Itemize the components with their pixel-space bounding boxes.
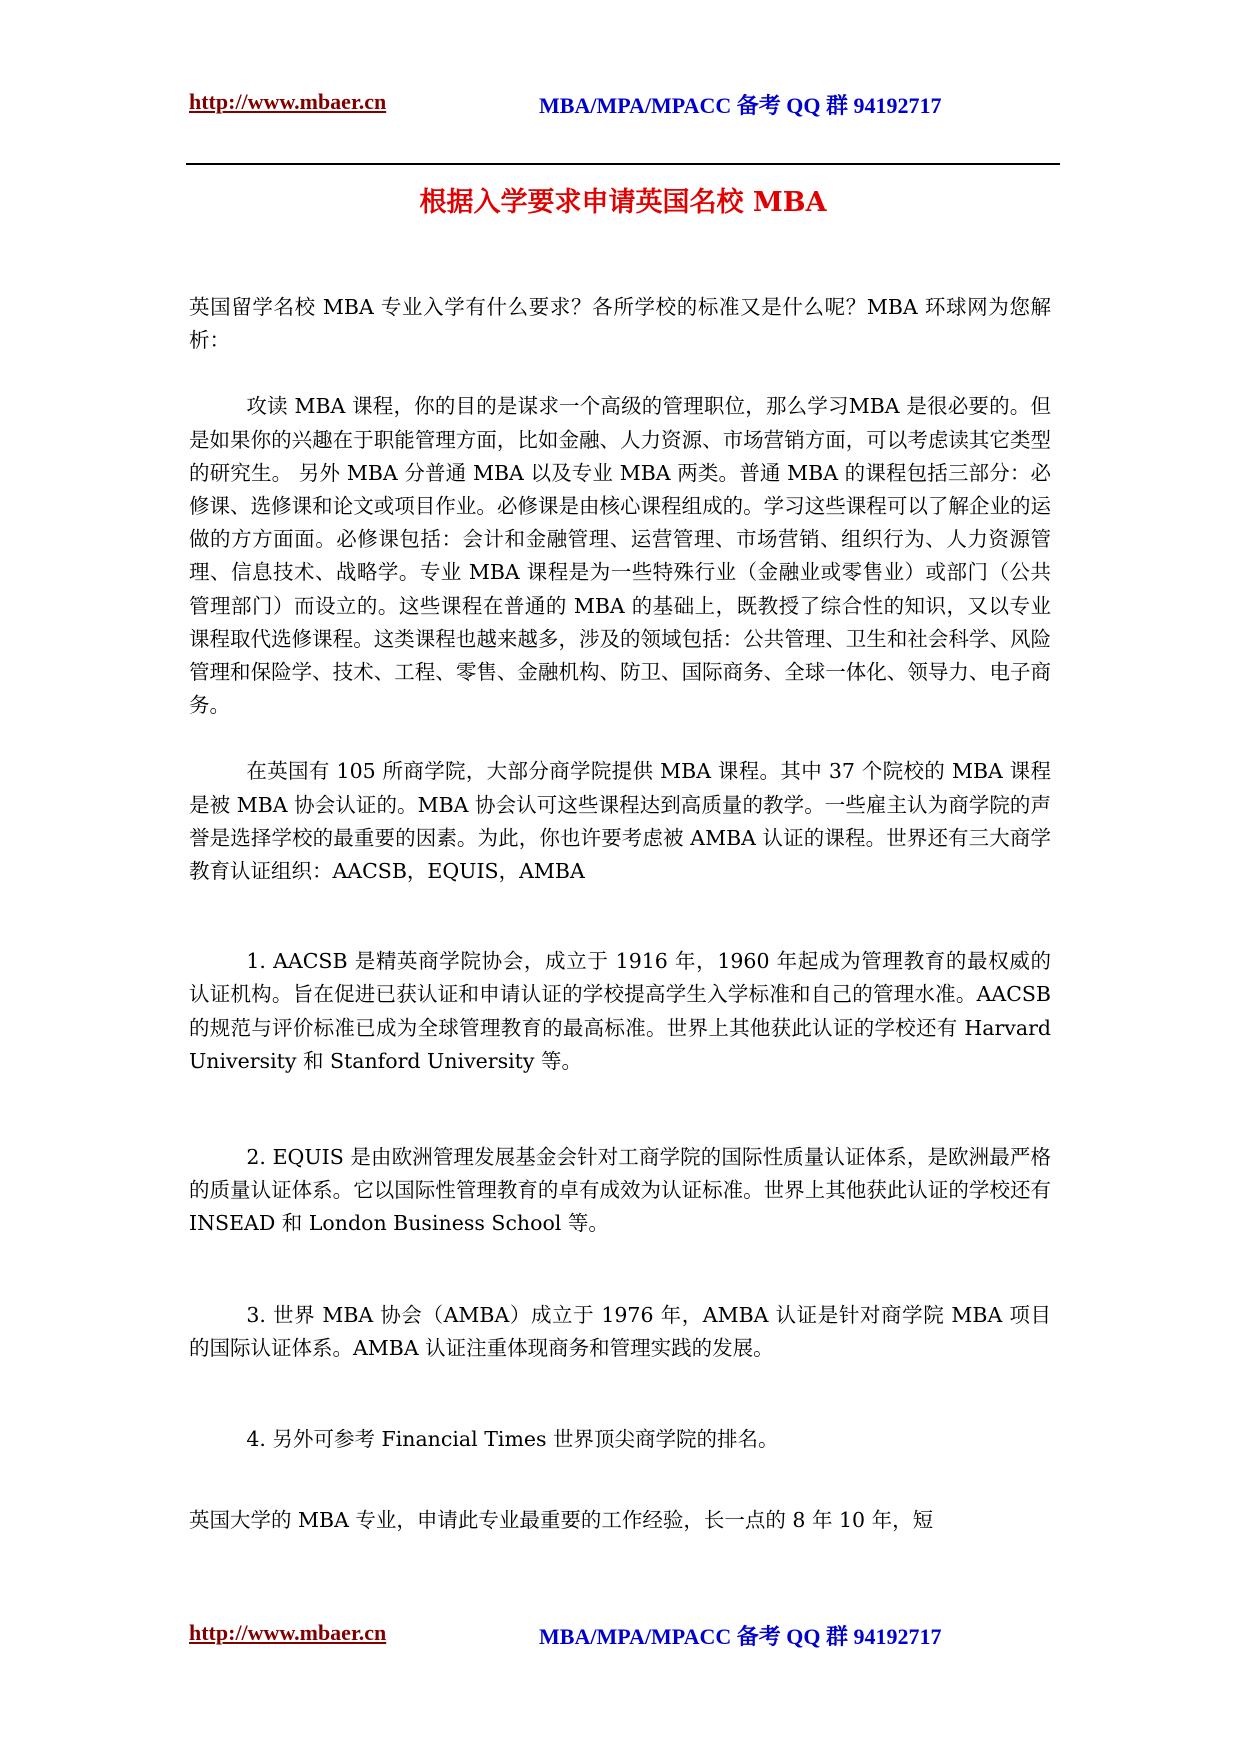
equis-paragraph: 2. EQUIS 是由欧洲管理发展基金会针对工商学院的国际性质量认证体系，是欧洲最严格的质量认证体系。它以国际性管理教育的卓有成效为认证标准。世界上其他获此认证的学校还有 INSEAD 和 London Business School 等。 bbox=[189, 1145, 1051, 1236]
header-qq-group-text: MBA/MPA/MPACC 备考 QQ 群 94192717 bbox=[539, 93, 942, 118]
page-footer bbox=[0, 1620, 1241, 1660]
footer-qq-group-text: MBA/MPA/MPACC 备考 QQ 群 94192717 bbox=[539, 1624, 942, 1649]
mba-course-paragraph: 攻读 MBA 课程，你的目的是谋求一个高级的管理职位，那么学习MBA 是很必要的。但是如果你的兴趣在于职能管理方面，比如金融、人力资源、市场营销方面，可以考虑读其它类型的研究生。 另外 MBA 分普通 MBA 以及专业 MBA 两类。普通 MBA 的课程包括三部分：必修课、选修课和论文或项目作业。必修课是由核心课程组成的。学习这些课程可以了解企业的运做的方方面面。必修课包括：会计和金融管理、运营管理、市场营销、组织行为、人力资源管理、信息技术、战略学。专业 MBA 课程是为一些特殊行业（金融业或零售业）或部门（公共管理部门）而设立的。这些课程在普通的 MBA 的基础上，既教授了综合性的知识，又以专业课程取代选修课程。这类课程也越来越多，涉及的领域包括：公共管理、卫生和社会科学、风险管理和保险学、技术、工程、零售、金融机构、防卫、国际商务、全球一体化、领导力、电子商务。 bbox=[189, 394, 1051, 718]
uk-mba-requirements-paragraph: 英国大学的 MBA 专业，申请此专业最重要的工作经验，长一点的 8 年 10 年，短 bbox=[189, 1508, 934, 1533]
intro-paragraph: 英国留学名校 MBA 专业入学有什么要求？各所学校的标准又是什么呢？MBA 环球网为您解析： bbox=[189, 295, 1051, 353]
uk-business-schools-paragraph: 在英国有 105 所商学院，大部分商学院提供 MBA 课程。其中 37 个院校的 MBA 课程是被 MBA 协会认证的。MBA 协会认可这些课程达到高质量的教学。一些雇主认为商学院的声誉是选择学校的最重要的因素。为此，你也许要考虑被 AMBA 认证的课程。世界还有三大商学教育认证组织：AACSB，EQUIS，AMBA bbox=[189, 759, 1051, 884]
page-header bbox=[0, 89, 1241, 129]
header-website-link[interactable]: http://www.mbaer.cn bbox=[189, 89, 387, 114]
document-title: 根据入学要求申请英国名校 MBA bbox=[419, 187, 827, 218]
aacsb-paragraph: 1. AACSB 是精英商学院协会，成立于 1916 年，1960 年起成为管理教育的最权威的认证机构。旨在促进已获认证和申请认证的学校提高学生入学标准和自己的管理水准。AACSB 的规范与评价标准已成为全球管理教育的最高标准。世界上其他获此认证的学校还有 Harvard University 和 Stanford University 等。 bbox=[189, 949, 1051, 1073]
document-body bbox=[189, 291, 1051, 1537]
footer-website-link[interactable]: http://www.mbaer.cn bbox=[189, 1620, 387, 1645]
financial-times-paragraph: 4. 另外可参考 Financial Times 世界顶尖商学院的排名。 bbox=[246, 1427, 779, 1452]
amba-paragraph: 3. 世界 MBA 协会（AMBA）成立于 1976 年，AMBA 认证是针对商学院 MBA 项目的国际认证体系。AMBA 认证注重体现商务和管理实践的发展。 bbox=[189, 1302, 1051, 1360]
header-divider bbox=[186, 163, 1060, 165]
